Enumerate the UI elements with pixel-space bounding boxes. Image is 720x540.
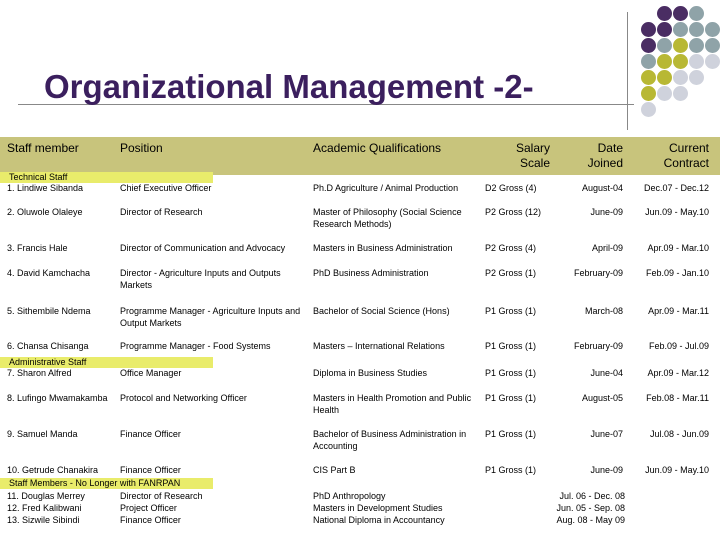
staff-date-joined: February-09: [573, 268, 623, 278]
staff-date-joined: June-07: [590, 429, 623, 439]
staff-date-joined: February-09: [573, 341, 623, 351]
decorative-dot: [689, 54, 704, 69]
staff-position: Office Manager: [120, 368, 182, 378]
staff-qualification: Masters in Business Administration: [313, 243, 453, 253]
decorative-dot: [673, 70, 688, 85]
decorative-dot: [673, 22, 688, 37]
staff-position: Finance Officer: [120, 429, 181, 439]
page-title: Organizational Management -2-: [44, 68, 534, 105]
staff-current-contract: Apr.09 - Mar.12: [647, 368, 709, 378]
staff-salary-scale: P2 Gross (4): [485, 243, 537, 253]
staff-name: 4. David Kamchacha: [7, 268, 91, 278]
former-staff-period: Jun. 05 - Sep. 08: [556, 503, 625, 513]
staff-name: 6. Chansa Chisanga: [7, 341, 89, 351]
table-header: [0, 137, 720, 175]
section-administrative-staff: Administrative Staff: [0, 357, 213, 368]
section-former-staff: Staff Members - No Longer with FANRPAN: [0, 478, 213, 489]
staff-date-joined: June-09: [590, 465, 623, 475]
decorative-dot: [657, 70, 672, 85]
decorative-dot: [705, 22, 720, 37]
decorative-dot: [641, 102, 656, 117]
header-salary-scale: [490, 141, 550, 171]
former-staff-period: Jul. 06 - Dec. 08: [559, 491, 625, 501]
former-staff-qualification: Masters in Development Studies: [313, 503, 443, 513]
staff-qualification: Diploma in Business Studies: [313, 368, 428, 378]
staff-current-contract: Jun.09 - May.10: [645, 207, 709, 217]
staff-position: Director - Agriculture Inputs and Outputs Markets: [120, 268, 281, 290]
staff-date-joined: June-04: [590, 368, 623, 378]
staff-qualification: CIS Part B: [313, 465, 356, 475]
staff-name: 2. Oluwole Olaleye: [7, 207, 83, 217]
former-staff-position: Project Officer: [120, 503, 177, 513]
staff-salary-scale: P1 Gross (1): [485, 306, 537, 316]
former-staff-position: Finance Officer: [120, 515, 181, 525]
staff-current-contract: Feb.09 - Jul.09: [648, 341, 709, 351]
former-staff-name: 13. Sizwile Sibindi: [7, 515, 80, 525]
staff-qualification: Ph.D Agriculture / Animal Production: [313, 183, 459, 193]
decorative-dot: [657, 54, 672, 69]
header-contract-line1: Current: [668, 141, 709, 155]
header-staff-member: Staff member: [7, 141, 79, 155]
header-academic-qualifications: Academic Qualifications: [313, 141, 442, 155]
decorative-dot: [705, 38, 720, 53]
staff-current-contract: Dec.07 - Dec.12: [643, 183, 709, 193]
former-staff-qualification: PhD Anthropology: [313, 491, 386, 501]
staff-current-contract: Apr.09 - Mar.11: [648, 306, 709, 316]
staff-salary-scale: P1 Gross (1): [485, 393, 537, 403]
decorative-dot: [689, 70, 704, 85]
decorative-dot: [657, 6, 672, 21]
header-position: Position: [120, 141, 163, 155]
staff-name: 10. Getrude Chanakira: [7, 465, 99, 475]
former-staff-name: 11. Douglas Merrey: [7, 491, 85, 501]
staff-date-joined: August-04: [581, 183, 623, 193]
staff-date-joined: March-08: [584, 306, 623, 316]
staff-name: 5. Sithembile Ndema: [7, 306, 91, 316]
staff-date-joined: June-09: [590, 207, 623, 217]
staff-position: Finance Officer: [120, 465, 181, 475]
decorative-dot: [657, 38, 672, 53]
staff-name: 9. Samuel Manda: [7, 429, 78, 439]
staff-date-joined: August-05: [581, 393, 623, 403]
staff-salary-scale: P1 Gross (1): [485, 341, 537, 351]
decorative-dot: [673, 86, 688, 101]
staff-salary-scale: P2 Gross (12): [485, 207, 542, 217]
staff-current-contract: Jul.08 - Jun.09: [649, 429, 709, 439]
former-staff-name: 12. Fred Kalibwani: [7, 503, 82, 513]
decorative-dot: [641, 22, 656, 37]
staff-qualification: PhD Business Administration: [313, 268, 429, 278]
decorative-dot: [705, 54, 720, 69]
staff-position: Programme Manager - Food Systems: [120, 341, 271, 351]
header-date-line1: Date: [597, 141, 623, 155]
decorative-dot: [641, 38, 656, 53]
staff-qualification: Masters in Health Promotion and Public Health: [313, 393, 472, 415]
staff-position: Chief Executive Officer: [120, 183, 212, 193]
staff-name: 3. Francis Hale: [7, 243, 68, 253]
header-date-joined: [563, 141, 623, 171]
staff-current-contract: Jun.09 - May.10: [645, 465, 709, 475]
decorative-dot: [673, 54, 688, 69]
staff-salary-scale: P1 Gross (1): [485, 429, 537, 439]
staff-qualification: Masters – International Relations: [313, 341, 445, 351]
decorative-dot: [689, 38, 704, 53]
staff-position: Protocol and Networking Officer: [120, 393, 247, 403]
staff-salary-scale: P2 Gross (1): [485, 268, 537, 278]
staff-date-joined: April-09: [591, 243, 623, 253]
staff-qualification: Master of Philosophy (Social Science Research Methods): [313, 207, 462, 229]
decorative-dot: [641, 54, 656, 69]
decorative-dot: [657, 22, 672, 37]
staff-position: Programme Manager - Agriculture Inputs and Output Markets: [120, 306, 301, 328]
former-staff-qualification: National Diploma in Accountancy: [313, 515, 445, 525]
former-staff-period: Aug. 08 - May 09: [556, 515, 625, 525]
decorative-dot: [689, 6, 704, 21]
decorative-dot: [689, 22, 704, 37]
staff-salary-scale: D2 Gross (4): [485, 183, 537, 193]
staff-current-contract: Feb.08 - Mar.11: [646, 393, 709, 403]
staff-current-contract: Feb.09 - Jan.10: [645, 268, 709, 278]
decorative-dot: [641, 70, 656, 85]
header-salary-line2: Scale: [519, 156, 550, 170]
staff-salary-scale: P1 Gross (1): [485, 368, 537, 378]
header-current-contract: [640, 141, 709, 171]
decorative-dot: [673, 6, 688, 21]
staff-name: 1. Lindiwe Sibanda: [7, 183, 84, 193]
staff-current-contract: Apr.09 - Mar.10: [647, 243, 709, 253]
decorative-dot: [673, 38, 688, 53]
staff-name: 7. Sharon Alfred: [7, 368, 72, 378]
decorative-dot: [641, 86, 656, 101]
former-staff-position: Director of Research: [120, 491, 203, 501]
section-technical-staff: Technical Staff: [0, 172, 213, 183]
staff-qualification: Bachelor of Social Science (Hons): [313, 306, 450, 316]
header-contract-line2: Contract: [663, 156, 709, 170]
staff-position: Director of Research: [120, 207, 203, 217]
header-salary-line1: Salary: [515, 141, 550, 155]
decorative-dot: [657, 86, 672, 101]
staff-salary-scale: P1 Gross (1): [485, 465, 537, 475]
vertical-divider: [627, 12, 628, 130]
staff-qualification: Bachelor of Business Administration in Accounting: [313, 429, 467, 451]
header-date-line2: Joined: [587, 156, 623, 170]
staff-position: Director of Communication and Advocacy: [120, 243, 286, 253]
staff-name: 8. Lufingo Mwamakamba: [7, 393, 108, 403]
